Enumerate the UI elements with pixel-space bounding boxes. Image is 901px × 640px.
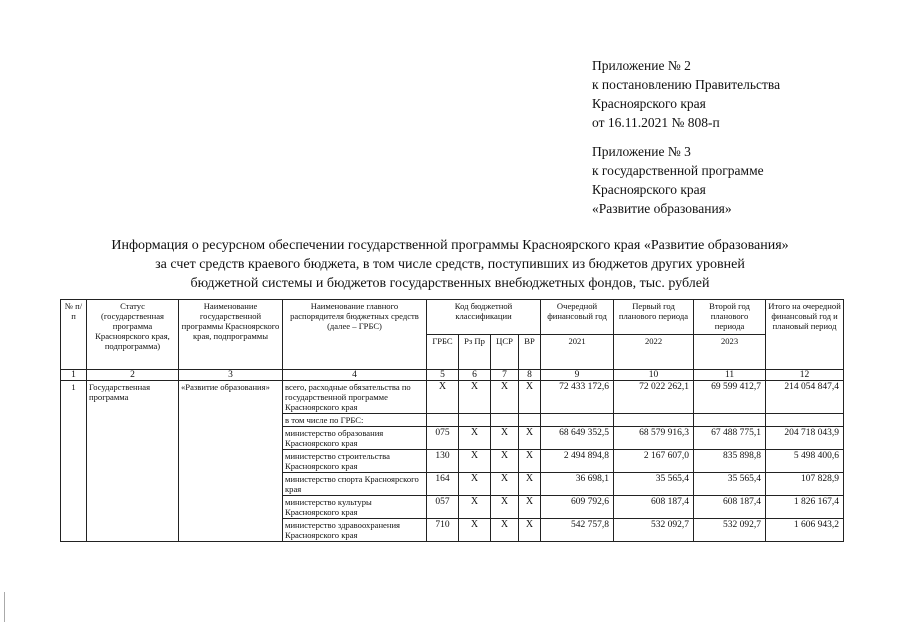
header-total: Итого на очередной финансовый год и плановый период [766, 300, 844, 370]
column-index: 1 [61, 370, 87, 381]
value-total: 214 054 847,4 [766, 381, 844, 414]
header-y2023-label: Второй год планового периода [694, 300, 766, 335]
header-csr: ЦСР [491, 335, 519, 370]
column-index: 3 [179, 370, 283, 381]
header-y2022-label: Первый год планового периода [614, 300, 694, 335]
appendix-line: к государственной программе [592, 163, 764, 178]
title-line: Информация о ресурсном обеспечении государственной программы Красноярского края «Развитие образования» [111, 238, 789, 253]
value-total [766, 414, 844, 427]
appendix-line: Красноярского края [592, 182, 706, 197]
table-row [61, 381, 844, 414]
column-index-row [61, 370, 844, 381]
vr-code: X [519, 496, 541, 519]
value-2022: 35 565,4 [614, 473, 694, 496]
appendix-line: Приложение № 2 [592, 58, 691, 73]
value-2023: 532 092,7 [694, 519, 766, 542]
document-title [60, 236, 840, 293]
csr-code [491, 414, 519, 427]
value-2022: 532 092,7 [614, 519, 694, 542]
column-index: 6 [459, 370, 491, 381]
grbs-code: 130 [427, 450, 459, 473]
value-total: 1 606 943,2 [766, 519, 844, 542]
column-index: 7 [491, 370, 519, 381]
header-y2021-label: Очередной финансовый год [541, 300, 614, 335]
grbs-name: министерство спорта Красноярского края [283, 473, 427, 496]
csr-code: X [491, 427, 519, 450]
value-2022: 608 187,4 [614, 496, 694, 519]
appendix-line: Приложение № 3 [592, 144, 691, 159]
vr-code [519, 414, 541, 427]
value-2023: 835 898,8 [694, 450, 766, 473]
grbs-name: министерство образования Красноярского края [283, 427, 427, 450]
grbs-code: 057 [427, 496, 459, 519]
rzpr-code: X [459, 519, 491, 542]
column-index: 12 [766, 370, 844, 381]
value-2022: 68 579 916,3 [614, 427, 694, 450]
header-status: Статус (государственная программа Красноярского края, подпрограмма) [87, 300, 179, 370]
appendix-line: «Развитие образования» [592, 201, 732, 216]
grbs-code: X [427, 381, 459, 414]
value-total: 1 826 167,4 [766, 496, 844, 519]
value-2021 [541, 414, 614, 427]
header-grbs: ГРБС [427, 335, 459, 370]
rzpr-code: X [459, 381, 491, 414]
column-index: 10 [614, 370, 694, 381]
grbs-code: 075 [427, 427, 459, 450]
value-2023: 67 488 775,1 [694, 427, 766, 450]
rzpr-code: X [459, 496, 491, 519]
value-2022: 2 167 607,0 [614, 450, 694, 473]
header-y2022: 2022 [614, 335, 694, 370]
column-index: 9 [541, 370, 614, 381]
value-total: 107 828,9 [766, 473, 844, 496]
value-2021: 609 792,6 [541, 496, 614, 519]
grbs-name: министерство здравоохранения Красноярского края [283, 519, 427, 542]
column-index: 4 [283, 370, 427, 381]
value-total: 5 498 400,6 [766, 450, 844, 473]
value-2022: 72 022 262,1 [614, 381, 694, 414]
header-y2021: 2021 [541, 335, 614, 370]
resource-table [60, 299, 844, 542]
grbs-name: в том числе по ГРБС: [283, 414, 427, 427]
grbs-code [427, 414, 459, 427]
column-index: 2 [87, 370, 179, 381]
rzpr-code: X [459, 450, 491, 473]
appendix-line: Красноярского края [592, 96, 706, 111]
header-row [61, 300, 844, 335]
value-2021: 542 757,8 [541, 519, 614, 542]
vr-code: X [519, 381, 541, 414]
grbs-code: 164 [427, 473, 459, 496]
header-rzpr: Рз Пр [459, 335, 491, 370]
value-2023: 69 599 412,7 [694, 381, 766, 414]
grbs-name: министерство культуры Красноярского края [283, 496, 427, 519]
value-total: 204 718 043,9 [766, 427, 844, 450]
appendix-line: к постановлению Правительства [592, 77, 781, 92]
csr-code: X [491, 519, 519, 542]
header-grbs-name: Наименование главного распорядителя бюджетных средств (далее – ГРБС) [283, 300, 427, 370]
grbs-code: 710 [427, 519, 459, 542]
header-y2023: 2023 [694, 335, 766, 370]
rzpr-code [459, 414, 491, 427]
program-num: 1 [61, 381, 87, 542]
csr-code: X [491, 381, 519, 414]
program-name: «Развитие образования» [179, 381, 283, 542]
vr-code: X [519, 473, 541, 496]
grbs-name: министерство строительства Красноярского края [283, 450, 427, 473]
column-index: 11 [694, 370, 766, 381]
column-index: 5 [427, 370, 459, 381]
value-2022 [614, 414, 694, 427]
title-line: бюджетной системы и бюджетов государственных внебюджетных фондов, тыс. рублей [190, 276, 710, 291]
value-2021: 36 698,1 [541, 473, 614, 496]
header-num: № п/п [61, 300, 87, 370]
header-name: Наименование государственной программы Красноярского края, подпрограммы [179, 300, 283, 370]
appendix-header [592, 56, 892, 218]
rzpr-code: X [459, 427, 491, 450]
csr-code: X [491, 496, 519, 519]
rzpr-code: X [459, 473, 491, 496]
value-2023 [694, 414, 766, 427]
csr-code: X [491, 450, 519, 473]
header-vr: ВР [519, 335, 541, 370]
vr-code: X [519, 427, 541, 450]
value-2021: 68 649 352,5 [541, 427, 614, 450]
value-2023: 608 187,4 [694, 496, 766, 519]
vr-code: X [519, 519, 541, 542]
title-line: за счет средств краевого бюджета, в том числе средств, поступивших из бюджетов других уровней [155, 257, 745, 272]
appendix-line: от 16.11.2021 № 808-п [592, 115, 720, 130]
vr-code: X [519, 450, 541, 473]
value-2021: 72 433 172,6 [541, 381, 614, 414]
column-index: 8 [519, 370, 541, 381]
grbs-name: всего, расходные обязательства по государственной программе Красноярского края [283, 381, 427, 414]
value-2023: 35 565,4 [694, 473, 766, 496]
scan-edge-mark [4, 592, 5, 622]
program-status: Государственная программа [87, 381, 179, 542]
value-2021: 2 494 894,8 [541, 450, 614, 473]
csr-code: X [491, 473, 519, 496]
header-code-group: Код бюджетной классификации [427, 300, 541, 335]
